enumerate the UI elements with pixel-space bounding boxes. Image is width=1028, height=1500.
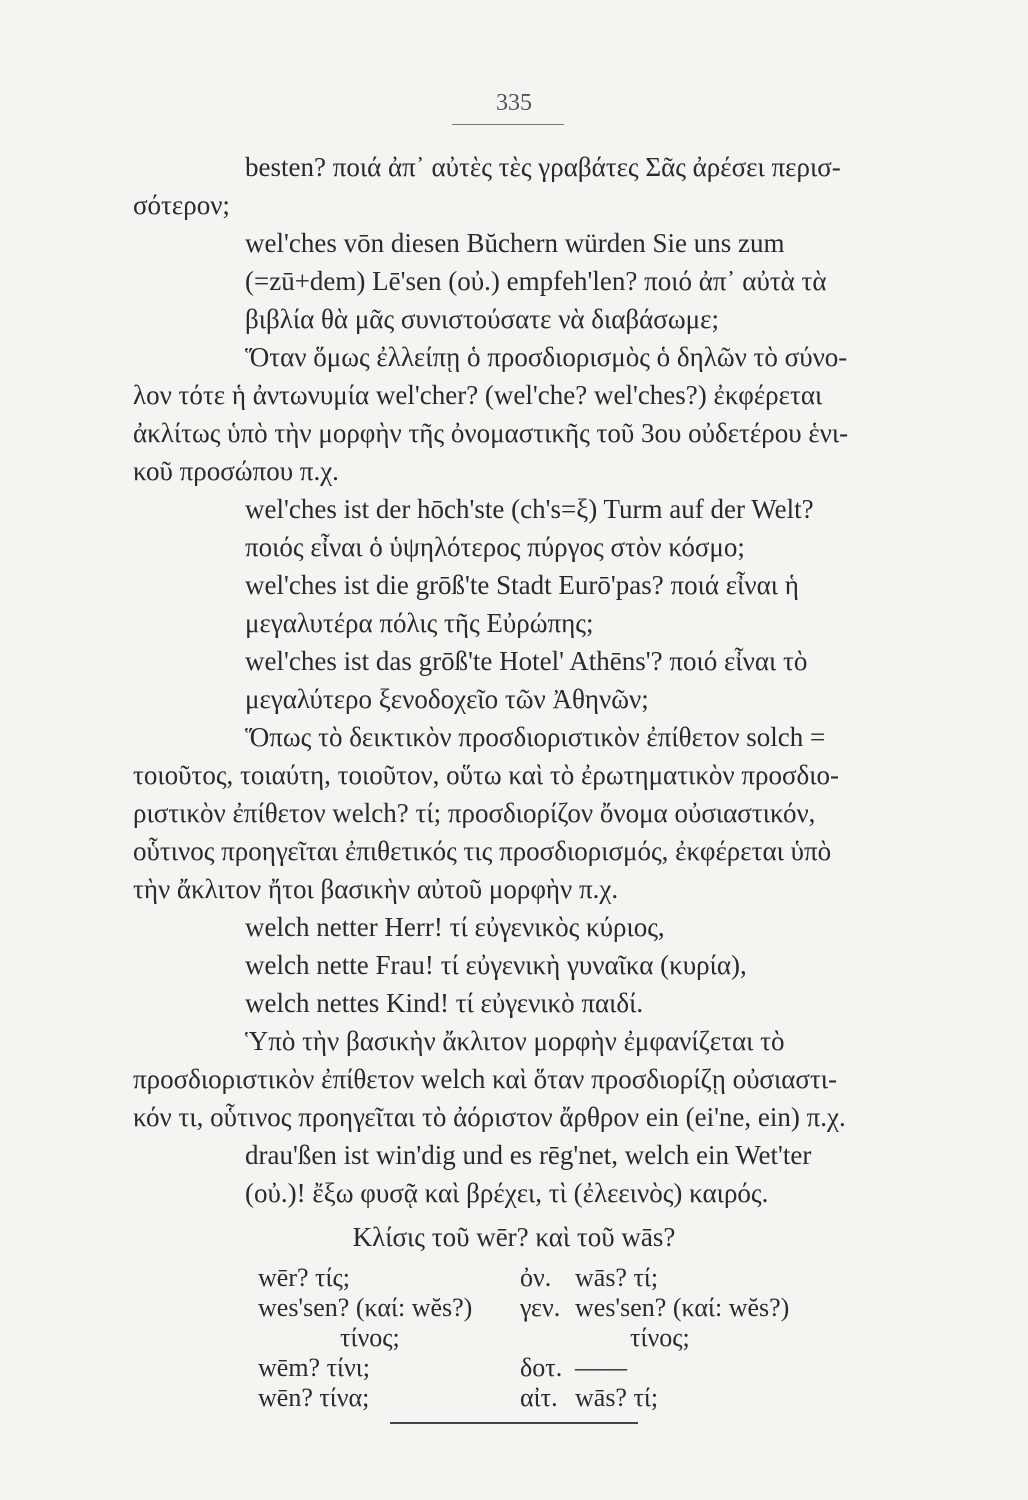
- text-line: κόν τι, οὗτινος προηγεῖται τὸ ἀόριστον ἄρθρον ein (ei'ne, ein) π.χ.: [133, 1102, 846, 1132]
- text-line: wel'ches ist die grōß'te Stadt Eurō'pas? ποιά εἶναι ἡ: [245, 570, 799, 600]
- text-line: Ὅταν ὅμως ἐλλείπῃ ὁ προσδιορισμὸς ὁ δηλῶν τὸ σύνο-: [245, 342, 848, 372]
- text-line: welch netter Herr! τί εὐγενικὸς κύριος,: [245, 912, 665, 942]
- declension-right: ——: [575, 1353, 627, 1382]
- page-number-rule: [452, 124, 564, 125]
- text-line: welch nettes Kind! τί εὐγενικὸ παιδί.: [245, 988, 644, 1018]
- declension-left: wēn? τίνα;: [258, 1383, 370, 1412]
- text-line: (=zū+dem) Lē'sen (οὐ.) empfeh'len? ποιό ἀπ᾽ αὐτὰ τὰ: [245, 266, 827, 296]
- declension-case: αἰτ.: [520, 1383, 558, 1412]
- declension-right: τίνος;: [630, 1323, 690, 1352]
- text-line: ποιός εἶναι ὁ ὑψηλότερος πύργος στὸν κόσμο;: [245, 532, 745, 562]
- declension-left: τίνος;: [340, 1323, 400, 1352]
- text-line: κοῦ προσώπου π.χ.: [133, 456, 339, 486]
- declension-case: ὀν.: [520, 1263, 552, 1292]
- text-line: βιβλία θὰ μᾶς συνιστούσατε νὰ διαβάσωμε;: [245, 304, 719, 334]
- declension-case: δοτ.: [520, 1353, 563, 1382]
- text-line: μεγαλυτέρα πόλις τῆς Εὐρώπης;: [245, 608, 594, 638]
- text-line: wel'ches ist der hōch'ste (ch's=ξ) Turm auf der Welt?: [245, 494, 814, 524]
- text-line: τὴν ἄκλιτον ἤτοι βασικὴν αὐτοῦ μορφὴν π.χ.: [133, 874, 619, 904]
- text-line: προσδιοριστικὸν ἐπίθετον welch καὶ ὅταν προσδιορίζῃ οὐσιαστι-: [133, 1064, 838, 1094]
- text-line: μεγαλύτερο ξενοδοχεῖο τῶν Ἀθηνῶν;: [245, 684, 649, 714]
- text-line: σότερον;: [133, 190, 230, 220]
- declension-left: wēr? τίς;: [258, 1263, 350, 1292]
- text-line: ἀκλίτως ὑπὸ τὴν μορφὴν τῆς ὀνομαστικῆς τοῦ 3ου οὐδετέρου ἑνι-: [133, 418, 849, 448]
- text-line: wel'ches ist das grōß'te Hotel' Athēns'? ποιό εἶναι τὸ: [245, 646, 808, 676]
- text-line: λον τότε ἡ ἀντωνυμία wel'cher? (wel'che? wel'ches?) ἐκφέρεται: [133, 380, 823, 410]
- declension-right: wās? τί;: [575, 1383, 659, 1412]
- text-line: οὗτινος προηγεῖται ἐπιθετικός τις προσδιορισμός, ἐκφέρεται ὑπὸ: [133, 836, 832, 866]
- text-line: drau'ßen ist win'dig und es rēg'net, welch ein Wet'ter: [245, 1140, 812, 1170]
- text-line: Ὑπὸ τὴν βασικὴν ἄκλιτον μορφὴν ἐμφανίζεται τὸ: [245, 1026, 785, 1056]
- declension-left: wes'sen? (καί: wĕs?): [258, 1293, 473, 1322]
- declension-heading: Κλίσις τοῦ wēr? καὶ τοῦ wās?: [352, 1222, 676, 1252]
- text-line: Ὅπως τὸ δεικτικὸν προσδιοριστικὸν ἐπίθετον solch =: [245, 722, 826, 752]
- text-line: welch nette Frau! τί εὐγενικὴ γυναῖκα (κυρία),: [245, 950, 747, 980]
- text-line: τοιοῦτος, τοιαύτη, τοιοῦτον, οὕτω καὶ τὸ ἐρωτηματικὸν προσδιο-: [133, 760, 840, 790]
- declension-left: wēm? τίνι;: [258, 1353, 370, 1382]
- text-line: ριστικὸν ἐπίθετον welch? τί; προσδιορίζον ὄνομα οὐσιαστικόν,: [133, 798, 816, 828]
- page-number: 335: [496, 90, 532, 116]
- text-line: wel'ches vōn diesen Bŭchern würden Sie uns zum: [245, 228, 785, 258]
- text-line: (οὐ.)! ἔξω φυσᾷ καὶ βρέχει, τὶ (ἐλεεινὸς) καιρός.: [245, 1178, 769, 1208]
- declension-right: wās? τί;: [575, 1263, 659, 1292]
- declension-case: γεν.: [520, 1293, 561, 1322]
- declension-right: wes'sen? (καί: wĕs?): [575, 1293, 790, 1322]
- end-rule: [390, 1422, 638, 1424]
- text-line: besten? ποιά ἀπ᾽ αὐτὲς τὲς γραβάτες Σᾶς ἀρέσει περισ-: [245, 152, 841, 182]
